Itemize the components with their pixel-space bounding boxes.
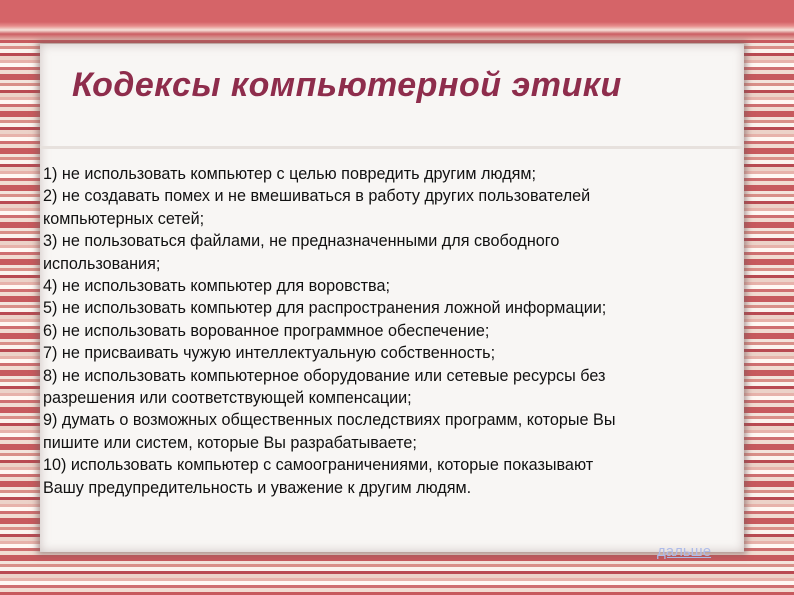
background-stripes (0, 0, 794, 40)
text-line: 3) не пользоваться файлами, не предназначенными для свободного (43, 232, 560, 251)
title-divider (40, 146, 744, 149)
next-link[interactable]: дальше (657, 543, 712, 560)
text-line: разрешения или соответствующей компенсации; (43, 389, 412, 408)
ethics-list (43, 163, 743, 499)
text-line: 6) не использовать ворованное программное обеспечение; (43, 321, 490, 340)
text-line: 8) не использовать компьютерное оборудование или сетевые ресурсы без (43, 366, 606, 385)
text-line: 10) использовать компьютер с самоограничениями, которые показывают (43, 456, 594, 475)
text-line: пишите или систем, которые Вы разрабатываете; (43, 433, 417, 452)
text-line: 2) не создавать помех и не вмешиваться в работу других пользователей (43, 187, 591, 206)
text-line: использования; (43, 254, 161, 273)
text-line: Вашу предупредительность и уважение к другим людям. (43, 478, 472, 497)
text-line: компьютерных сетей; (43, 209, 205, 228)
text-line: 9) думать о возможных общественных последствиях программ, которые Вы (43, 411, 616, 430)
text-line: 4) не использовать компьютер для воровства; (43, 277, 390, 296)
slide-title: Кодексы компьютерной этики (72, 66, 622, 104)
text-line: 5) не использовать компьютер для распространения ложной информации; (43, 299, 607, 318)
text-line: 1) не использовать компьютер с целью повредить другим людям; (43, 165, 537, 183)
text-line: 7) не присваивать чужую интеллектуальную собственность; (43, 344, 496, 363)
